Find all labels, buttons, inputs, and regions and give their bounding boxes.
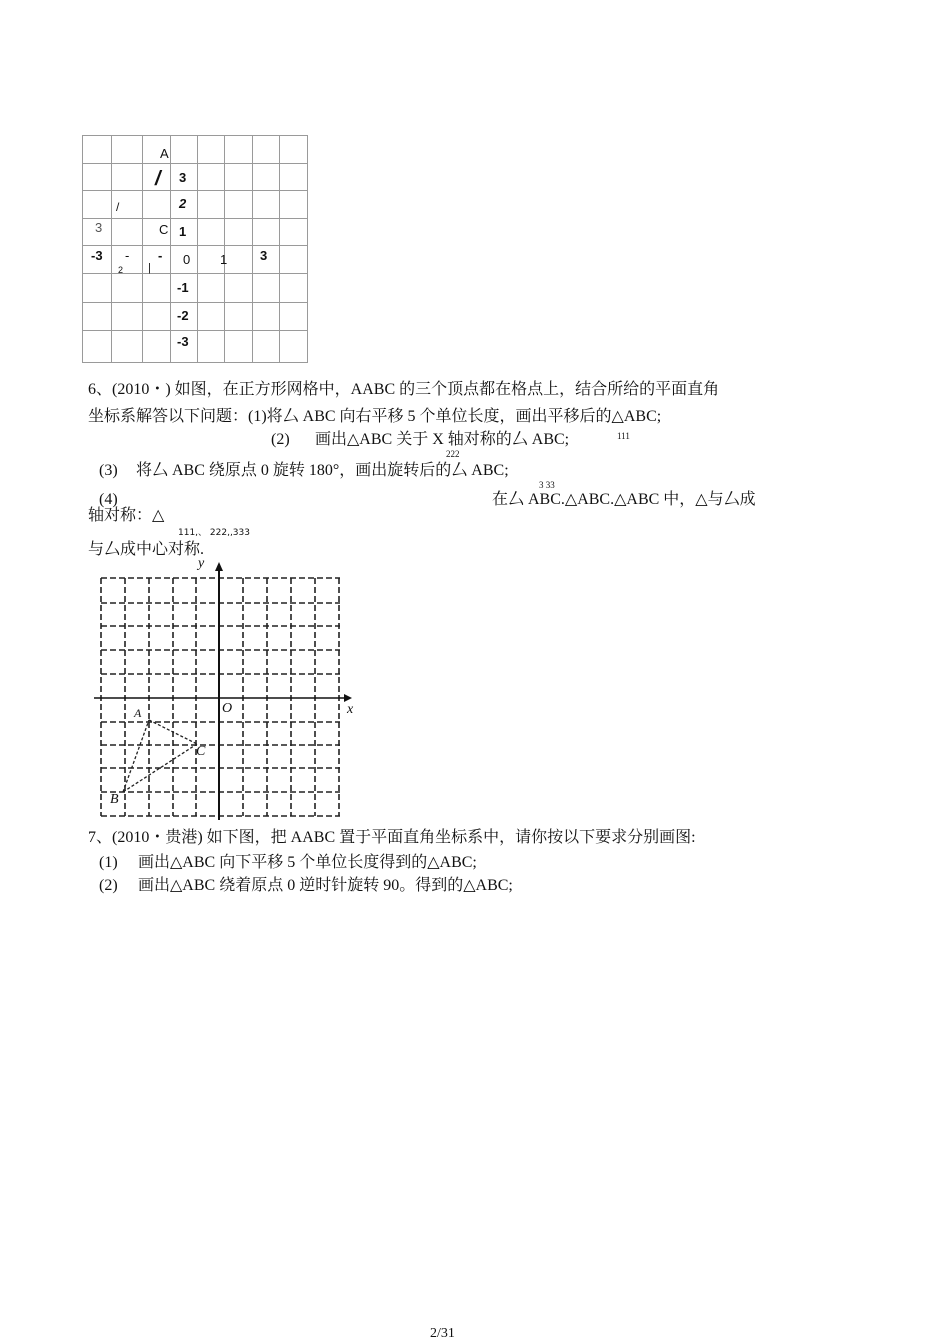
q6-item-2-number: (2) [271, 431, 290, 448]
q7-line-1: 7、(2010・贵港) 如下图，把 AABC 置于平面直角坐标系中，请你按以下要求分别画图: [88, 829, 696, 846]
vertex-c-label: C [196, 744, 206, 759]
q6-item-4-number: (4) [99, 491, 118, 508]
grid1-label-y1: 1 [179, 224, 187, 239]
q6-item-4-text: 在厶 ABC.△ABC.△ABC 中，△与厶成 [492, 491, 756, 508]
q6-line-2: 坐标系解答以下问题：(1)将厶 ABC 向右平移 5 个单位长度，画出平移后的△ABC; [88, 408, 662, 425]
grid1-slash-small: / [116, 200, 120, 214]
grid1-label-x1: 1 [220, 252, 228, 267]
q7-item-1-text: 画出△ABC 向下平移 5 个单位长度得到的△ABC; [138, 854, 477, 871]
y-axis-label: y [198, 556, 205, 571]
grid-figure-1 [82, 135, 310, 365]
origin-label: O [222, 701, 233, 716]
q6-line-1: 6、(2010・) 如图，在正方形网格中，AABC 的三个顶点都在格点上，结合所给的平面直角 [88, 381, 720, 398]
q6-item-3-number: (3) [99, 462, 118, 479]
vertex-a-label: A [134, 706, 142, 720]
grid1-label-yn2: -2 [177, 308, 189, 323]
grid1-label-c: C [159, 222, 169, 237]
q6-item-2-subscript: 222 [446, 449, 460, 459]
grid1-slash-big: / [155, 168, 161, 190]
q6-item-2-superscript: 111 [617, 431, 630, 441]
grid1-label-xn2-sub: 2 [118, 265, 124, 275]
q6-line-7: 与厶成中心对称. [88, 541, 205, 558]
grid-lines [82, 135, 310, 365]
grid1-label-y3: 3 [179, 170, 187, 185]
q7-item-2-text: 画出△ABC 绕着原点 0 逆时针旋转 90。得到的△ABC; [138, 877, 513, 894]
grid1-label-y2: 2 [179, 196, 187, 211]
grid1-tick: | [148, 262, 151, 274]
q7-item-2-number: (2) [99, 877, 118, 894]
coordinate-grid-figure [88, 558, 360, 820]
q6-item-3-text: 将厶 ABC 绕原点 0 旋转 180°，画出旋转后的厶 ABC; [136, 462, 509, 479]
grid1-label-a: A [160, 146, 169, 161]
triangle-abc [123, 720, 197, 792]
q7-item-1-number: (1) [99, 854, 118, 871]
q6-line-6: 轴对称：△ [88, 507, 165, 524]
q6-item-3-subscript: 3 33 [539, 480, 555, 490]
grid1-label-xn2-dash: - [125, 248, 130, 263]
q6-item-2-text: 画出△ABC 关于 X 轴对称的厶 ABC; [315, 431, 570, 448]
x-axis-label: x [347, 702, 354, 717]
vertex-b-label: B [110, 792, 119, 807]
grid1-label-origin: 0 [183, 252, 191, 267]
grid1-label-xn1-dash: - [158, 248, 163, 263]
grid1-label-xn3: -3 [91, 248, 103, 263]
grid1-label-yn1: -1 [177, 280, 189, 295]
page-number: 2/31 [430, 1326, 455, 1341]
grid1-label-left3: 3 [95, 220, 103, 235]
coordinate-grid-drawing [88, 558, 360, 820]
q6-line-6-subscript: 111,、 222,,333 [178, 528, 250, 538]
grid1-label-yn3: -3 [177, 334, 189, 349]
x-axis-arrow-icon [344, 694, 352, 702]
y-axis-arrow-icon [215, 562, 223, 571]
grid1-label-x3: 3 [260, 248, 268, 263]
